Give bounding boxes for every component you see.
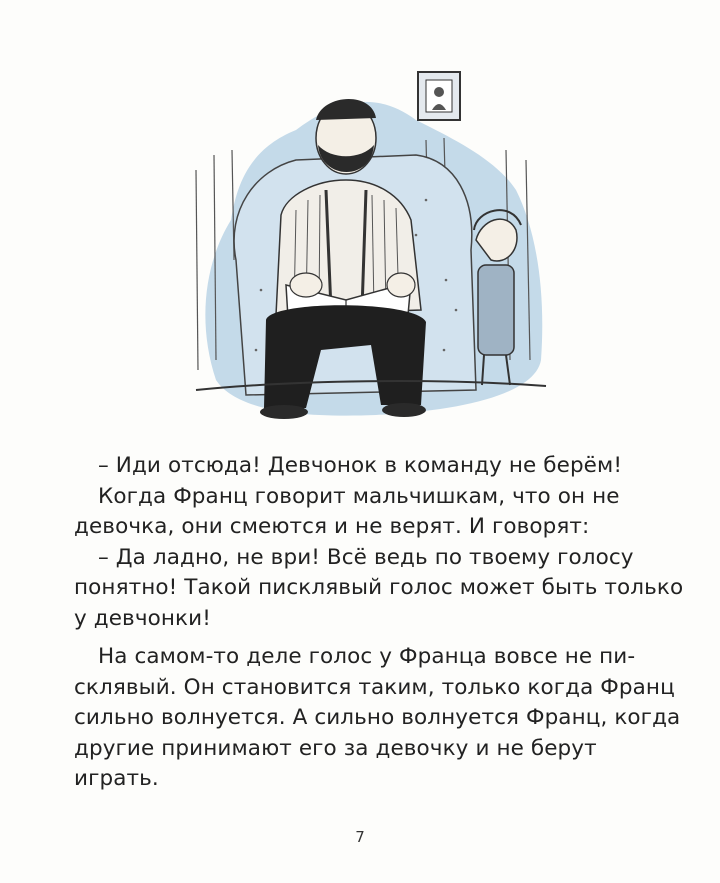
text-line: девочка, они смеются и не верят. И говорят: (74, 514, 590, 539)
story-text (74, 451, 684, 795)
text-line: играть. (74, 766, 159, 791)
text-line: сильно волнуется. А сильно волнуется Франц, когда (74, 705, 681, 730)
text-line: Когда Франц говорит мальчишкам, что он не (98, 483, 620, 509)
text-line: у девчонки! (74, 605, 211, 631)
text-line: другие принимают его за девочку и не берут (74, 735, 597, 761)
text-line: – Да ладно, не ври! Всё ведь по твоему голосу (98, 544, 634, 570)
illustration-father-reading-with-child (176, 60, 556, 430)
wall-picture-frame (418, 72, 460, 120)
text-line: – Иди отсюда! Девчонок в команду не берём! (98, 453, 623, 478)
page-number: 7 (355, 828, 365, 846)
text-line: склявый. Он становится таким, только когда Франц (74, 674, 675, 700)
text-line: понятно! Такой писклявый голос может быть только (74, 575, 684, 600)
text-line: На самом-то деле голос у Франца вовсе не пи- (98, 644, 636, 669)
